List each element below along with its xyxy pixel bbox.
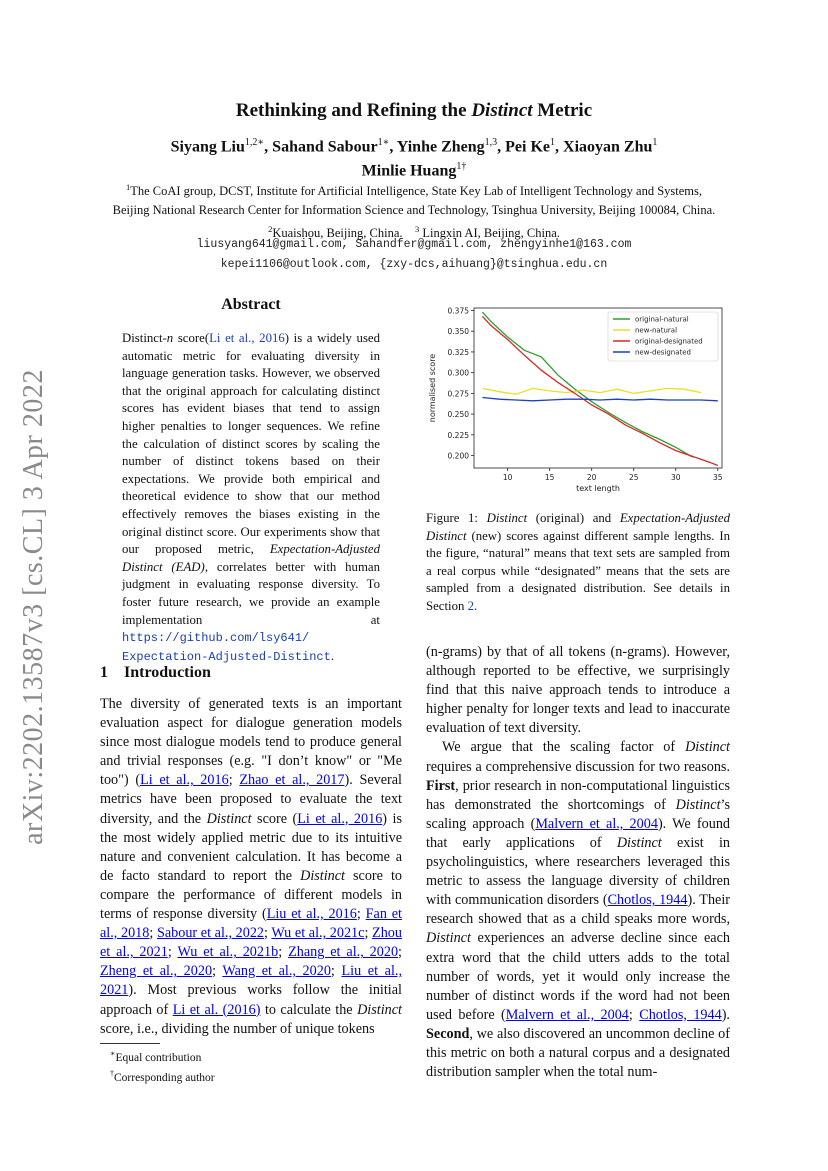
- footnotes: ∗Equal contribution †Corresponding author: [110, 1049, 215, 1085]
- x-axis-label: text length: [576, 484, 620, 493]
- text-run: The diversity of generated texts is an important evaluation aspect for dialogue generation models since most dialogue models tend to produce general and trivial responses (e.g. "I don’t know" or "Me too") (: [100, 696, 402, 789]
- text-run: ;: [264, 925, 272, 942]
- text-run: ;: [628, 1006, 640, 1023]
- y-tick-label: 0.375: [447, 306, 469, 316]
- citation-link[interactable]: Zhao et al., 2017: [239, 772, 345, 789]
- line-chart: [426, 300, 728, 495]
- y-tick-label: 0.350: [447, 327, 469, 337]
- citation-link[interactable]: Wu et al., 2021b: [177, 944, 279, 961]
- text-run: .: [474, 598, 478, 613]
- abstract-text: Distinct-n score(Li et al., 2016) is a widely used automatic metric for evaluating diversity in language generation tasks. However, we observed that the original approach for calculating distinct scores has evident biases that tend to assign higher penalties to longer sequences. We refine the calculation of distinct scores by scaling the number of distinct tokens based on their expectations. We provide both empirical and theoretical evidence to show that our method effectively removes the biases existing in the original distinct score. Our experiments show that our proposed metric, Expectation-Adjusted Distinct (EAD), correlates better with human judgment in evaluating response diversity. To foster future research, we provide an example implementation at https://github.com/lsy641/ Expectation-Adjusted-Distinct.: [122, 331, 381, 664]
- text-run: ;: [228, 772, 240, 789]
- text-run: requires a comprehensive discussion for two reasons.: [426, 758, 730, 775]
- figure-1-chart: [426, 300, 728, 495]
- text-run: ’s scaling approach (: [426, 796, 730, 832]
- text-run: We argue that the scaling factor of: [442, 739, 686, 756]
- legend-label: original-designated: [635, 337, 703, 346]
- text-run: exist in psycholinguistics, where researchers leveraged this metric to assess the language diversity of children with communication disorders (: [426, 834, 730, 909]
- arxiv-stamp-text: arXiv:2202.13587v3 [cs.CL] 3 Apr 2022: [18, 369, 50, 845]
- legend-label: new-designated: [635, 348, 691, 357]
- y-tick-label: 0.225: [447, 430, 469, 440]
- text-run: (original) and: [527, 511, 620, 525]
- citation-link[interactable]: Zhang et al., 2020: [288, 944, 399, 961]
- text-run: ;: [167, 944, 178, 961]
- y-tick-label: 0.275: [447, 389, 469, 399]
- intro-paragraph-1: [100, 695, 402, 1039]
- citation-link[interactable]: 2: [467, 598, 474, 613]
- text-run: ;: [364, 925, 373, 942]
- text-run: ;: [212, 963, 223, 980]
- series-line-new-designated: [482, 398, 717, 401]
- italic-term: Distinct: [206, 810, 252, 827]
- citation-link[interactable]: Li et al. (2016): [172, 1001, 261, 1018]
- text-run: score, i.e., dividing the number of unique tokens: [100, 1020, 375, 1037]
- italic-term: Distinct: [426, 930, 471, 947]
- italic-term: Distinct: [616, 834, 662, 851]
- italic-term: Distinct: [685, 739, 730, 756]
- text-run: , prior research in non-computational linguistics has demonstrated the shortcomings of: [426, 777, 730, 813]
- legend-label: original-natural: [635, 315, 689, 324]
- bold-term: Second: [426, 1025, 470, 1042]
- citation-link[interactable]: Liu et al., 2021: [100, 963, 402, 999]
- citation-link[interactable]: Zheng et al., 2020: [100, 963, 213, 980]
- paper-title: Rethinking and Refining the Distinct Metric: [235, 100, 593, 121]
- citation-link[interactable]: Malvern et al., 2004: [505, 1006, 629, 1023]
- y-axis-label: normalised score: [428, 353, 437, 423]
- text-run: Figure 1:: [426, 511, 487, 525]
- text-run: (new) scores against different sample lengths. In the figure, “natural” means that text sets are sampled from a real corpus while “designated” means that the sets are sampled from a designated distribution. See details in Section: [426, 528, 730, 613]
- author-emails: liusyang641@gmail.com, Sahandfer@gmail.com, zhengyinhe1@163.com kepei1106@outlook.com, {zxy-dcs,aihuang}@tsinghua.edu.cn: [196, 238, 632, 271]
- figure-1-caption: [426, 510, 730, 616]
- paragraph-continuation: (n-grams) by that of all tokens (n-grams). However, although reported to be effective, we surprisingly find that this naive approach tends to introduce a higher penalty for longer texts and lead to inaccurate evaluation of text diversity.: [426, 644, 730, 737]
- citation-link[interactable]: Malvern et al., 2004: [535, 815, 658, 832]
- y-tick-label: 0.300: [447, 368, 469, 378]
- citation-link[interactable]: Zhou et al., 2021: [100, 925, 402, 961]
- text-run: ). Most previous works follow the initial approach of: [100, 982, 402, 1018]
- italic-term: Distinct: [486, 511, 528, 525]
- text-run: ;: [330, 963, 342, 980]
- y-tick-label: 0.325: [447, 347, 469, 357]
- series-line-new-natural: [482, 388, 701, 394]
- text-run: ). Their research showed that as a child speaks more words,: [426, 892, 730, 928]
- text-run: ). We found that early applications of: [426, 815, 731, 851]
- citation-link[interactable]: Li et al., 2016: [140, 772, 229, 789]
- text-run: ;: [398, 944, 402, 961]
- citation-link[interactable]: Chotlos, 1944: [639, 1006, 722, 1023]
- x-tick-label: 30: [670, 473, 681, 482]
- text-run: ;: [356, 906, 366, 923]
- legend-label: new-natural: [635, 326, 678, 335]
- text-run: ;: [278, 944, 289, 961]
- paragraph: [426, 738, 730, 1082]
- text-run: ).: [721, 1006, 730, 1023]
- text-run: , we also discovered an uncommon decline of this metric on both a natural corpus and a designated distribution sampler when the total num-: [426, 1025, 730, 1081]
- author-list: Siyang Liu$^{1,2∗}$, Sahand Sabour$^{1∗}$, Yinhe Zheng$^{1,3}$, Pei Ke$^1$, Xiaoyan Zhu$^1$ Minlie Huang$^{1\dagger}$: [170, 137, 658, 180]
- x-tick-label: 35: [713, 473, 723, 482]
- x-tick-label: 25: [628, 473, 639, 482]
- affiliations: $^1$The CoAI group, DCST, Institute for Artificial Intelligence, State Key Lab of Intelligent Technology and Systems, Beijing National Research Center for Information Science and Technology, Tsinghua University, Beijing 100084, China. $^2$Kuaishou, Beijing, China. $^3$ Lingxin AI, Beijing, China.: [112, 182, 716, 241]
- abstract-heading: Abstract: [221, 296, 281, 313]
- italic-term: Distinct: [300, 867, 346, 884]
- x-tick-label: 15: [544, 473, 555, 482]
- text-run: ) is the most widely applied metric due to its intuitive nature and convenient calculation. It has become a de facto standard to report the: [100, 810, 402, 884]
- paragraph: [100, 695, 402, 1039]
- y-tick-label: 0.250: [447, 410, 469, 420]
- italic-term: Distinct: [675, 796, 721, 813]
- italic-term: Expectation-Adjusted Distinct: [426, 511, 731, 543]
- citation-link[interactable]: Chotlos, 1944: [607, 892, 688, 909]
- intro-right-column: [426, 643, 730, 1082]
- text-run: to calculate the: [260, 1001, 358, 1018]
- section-heading-introduction: 1 Introduction: [100, 664, 211, 681]
- citation-link[interactable]: Li et al., 2016: [209, 331, 285, 345]
- text-run: score (: [251, 810, 298, 827]
- citation-link[interactable]: Fan et al., 2018: [100, 906, 402, 942]
- text-run: ). Several metrics have been proposed to evaluate the text diversity, and the: [100, 772, 402, 827]
- x-tick-label: 20: [586, 473, 597, 482]
- bold-term: First: [426, 777, 456, 794]
- citation-link[interactable]: Li et al., 2016: [297, 810, 383, 827]
- footnote-rule: [100, 1043, 160, 1044]
- github-link[interactable]: https://github.com/lsy641/ Expectation-Adjusted-Distinct: [122, 631, 331, 664]
- x-tick-label: 10: [502, 473, 513, 482]
- arxiv-stamp: [14, 369, 54, 845]
- citation-link[interactable]: Sabour et al., 2022: [156, 925, 265, 942]
- citation-link[interactable]: Wang et al., 2020: [222, 963, 331, 980]
- citation-link[interactable]: Wu et al., 2021c: [271, 925, 365, 942]
- italic-term: Distinct: [357, 1001, 402, 1018]
- text-run: ;: [149, 925, 157, 942]
- text-run: score to compare the performance of different models in terms of response diversity (: [100, 867, 402, 923]
- citation-link[interactable]: Liu et al., 2016: [266, 906, 357, 923]
- text-run: experiences an adverse decline since each extra word that the child utters adds to the total number of words, yet it would only increase the number of distinct words if the word had not been used before (: [426, 930, 730, 1023]
- y-tick-label: 0.200: [447, 451, 469, 461]
